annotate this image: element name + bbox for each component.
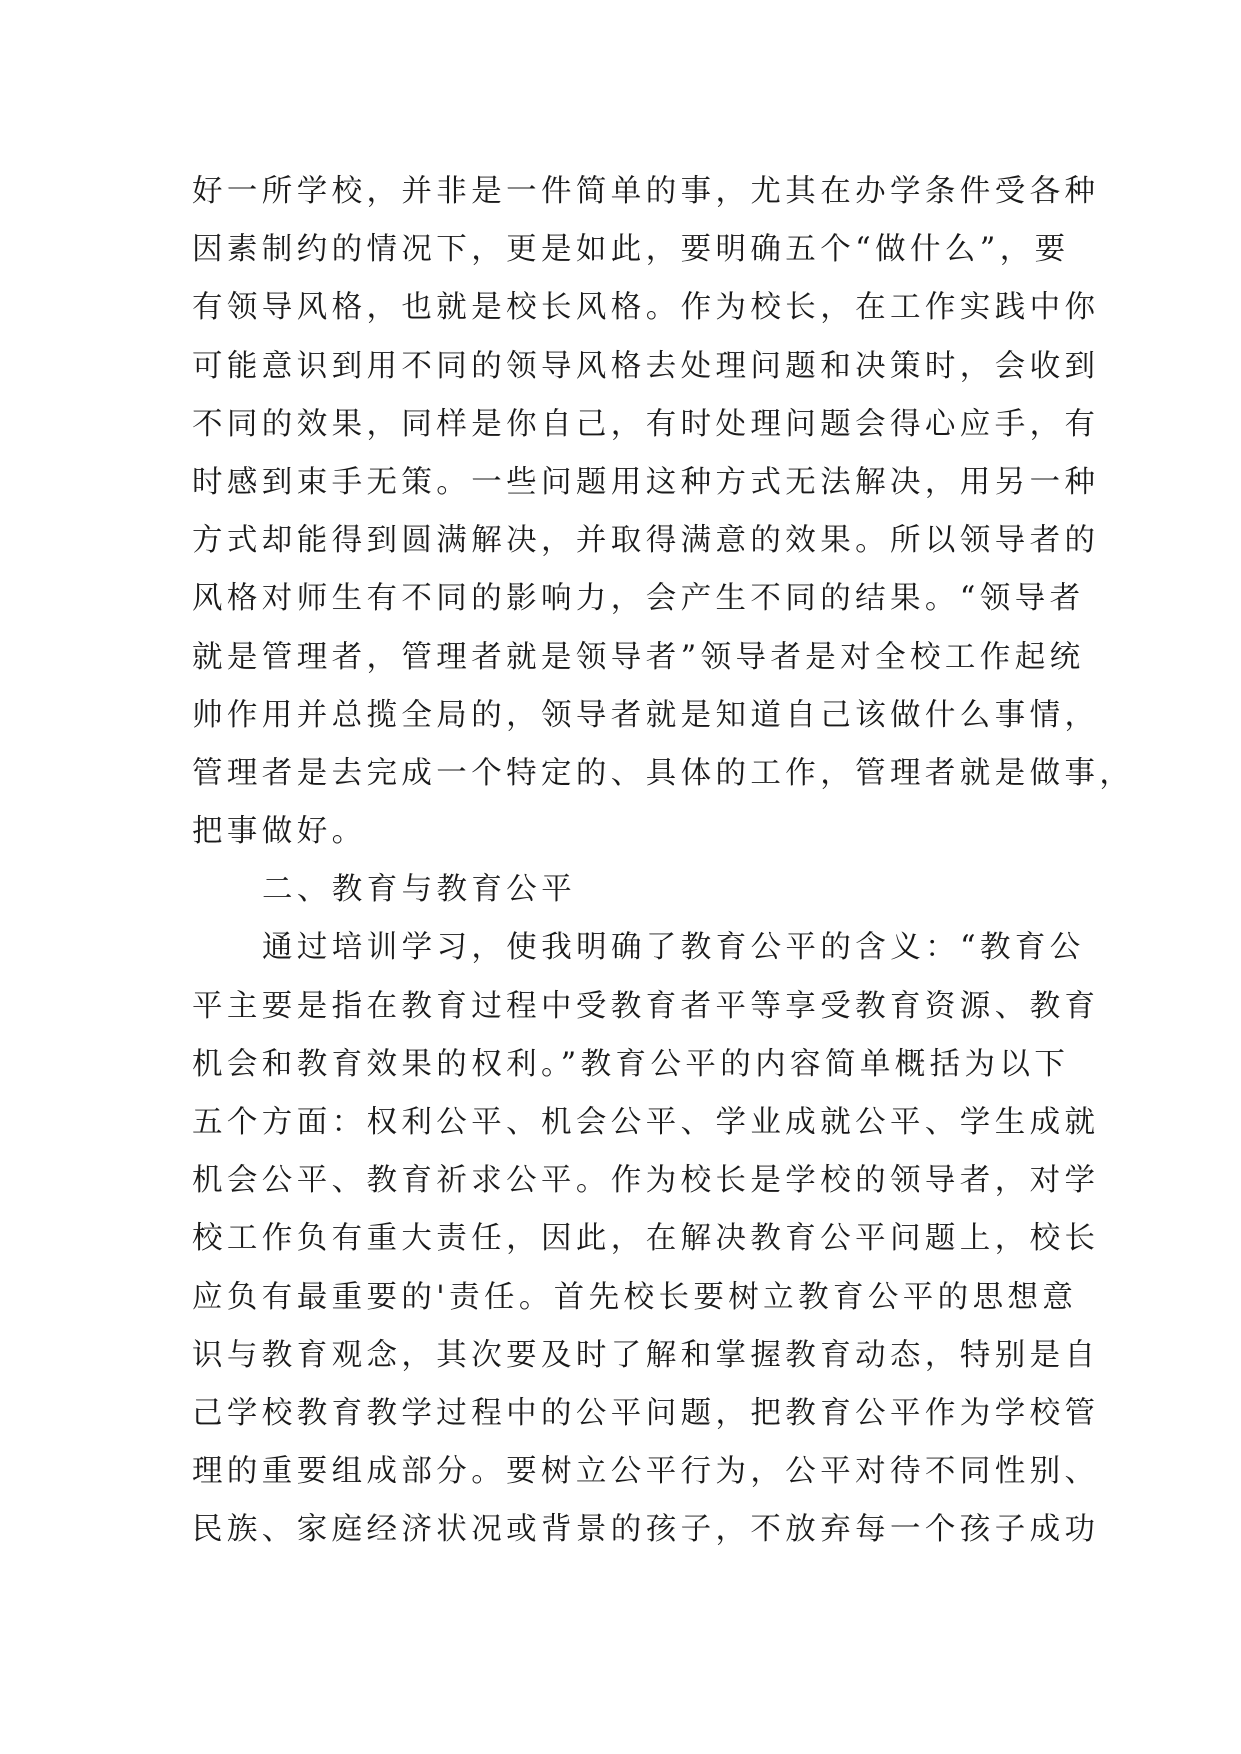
text-line: 风格对师生有不同的影响力，会产生不同的结果。“领导者	[192, 581, 1085, 617]
section-heading	[192, 861, 1052, 919]
text-line: 机会公平、教育祈求公平。作为校长是学校的领导者，对学	[192, 1163, 1100, 1199]
text-line: 可能意识到用不同的领导风格去处理问题和决策时，会收到	[192, 348, 1100, 384]
text-line: 管理者是去完成一个特定的、具体的工作，管理者就是做事，	[192, 755, 1135, 791]
text-line: 有领导风格，也就是校长风格。作为校长，在工作实践中你	[192, 290, 1100, 326]
text-line: 己学校教育教学过程中的公平问题，把教育公平作为学校管	[192, 1395, 1100, 1431]
text-line: 时感到束手无策。一些问题用这种方式无法解决，用另一种	[192, 464, 1100, 500]
text-line: 校工作负有重大责任，因此，在解决教育公平问题上，校长	[192, 1221, 1100, 1257]
document-body	[192, 163, 1135, 1560]
paragraph-education-equity	[192, 919, 1100, 1559]
text-line: 帅作用并总揽全局的，领导者就是知道自己该做什么事情，	[192, 697, 1100, 733]
text-line: 就是管理者，管理者就是领导者”领导者是对全校工作起统	[192, 639, 1085, 675]
text-line: 通过培训学习，使我明确了教育公平的含义：“教育公	[262, 930, 1085, 966]
text-line: 理的重要组成部分。要树立公平行为，公平对待不同性别、	[192, 1454, 1100, 1490]
text-line: 因素制约的情况下，更是如此，要明确五个“做什么”，要	[192, 232, 1070, 268]
text-line: 机会和教育效果的权利。”教育公平的内容简单概括为以下	[192, 1046, 1070, 1082]
text-line: 好一所学校，并非是一件简单的事，尤其在办学条件受各种	[192, 174, 1100, 209]
text-line: 民族、家庭经济状况或背景的孩子，不放弃每一个孩子成功	[192, 1512, 1100, 1548]
text-line: 五个方面：权利公平、机会公平、学业成就公平、学生成就	[192, 1105, 1100, 1140]
heading-line: 二、教育与教育公平	[262, 872, 577, 908]
paragraph-leadership-style	[192, 163, 1135, 861]
text-line: 识与教育观念，其次要及时了解和掌握教育动态，特别是自	[192, 1337, 1100, 1373]
text-line: 方式却能得到圆满解决，并取得满意的效果。所以领导者的	[192, 523, 1100, 559]
text-line: 把事做好。	[192, 814, 367, 850]
text-line: 平主要是指在教育过程中受教育者平等享受教育资源、教育	[192, 988, 1100, 1024]
text-line: 应负有最重要的'责任。首先校长要树立教育公平的思想意	[192, 1279, 1078, 1315]
text-line: 不同的效果，同样是你自己，有时处理问题会得心应手，有	[192, 406, 1100, 442]
